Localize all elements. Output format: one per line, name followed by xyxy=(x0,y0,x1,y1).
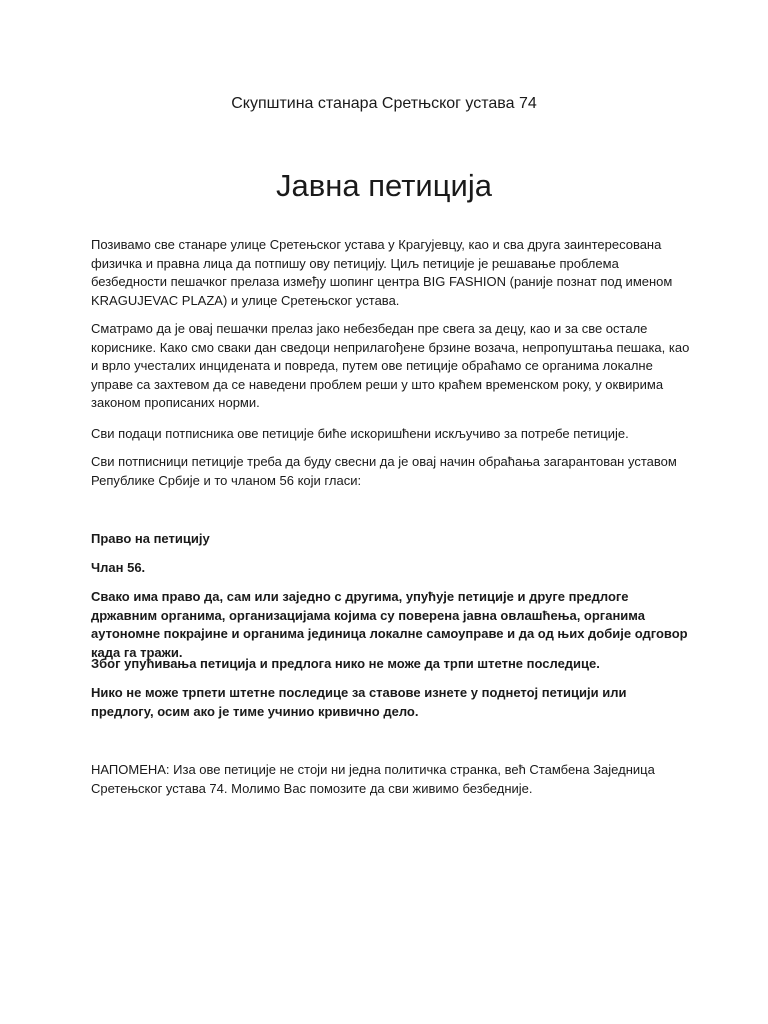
concern-paragraph: Сматрамо да је овај пешачки прелаз јако небезбедан пре свега за децу, као и за све остале кориснике. Како смо сваки дан сведоци неприлагођене брзине возача, непропуштања пешака, као и врло учесталих инцидената и повреда, путем ове петиције обраћамо се органима локалне управе са захтевом да се наведени проблем реши у што краћем временском року, у оквирима законом прописаних норми. xyxy=(91,321,690,410)
document-title: Јавна петиција xyxy=(276,168,492,203)
data-usage-paragraph: Сви подаци потписника ове петиције биће искоришћени искључиво за потребе петиције. xyxy=(91,426,629,441)
intro-paragraph: Позивамо све станаре улице Сретењског устава у Крагујевцу, као и сва друга заинтересована физичка и правна лица да потпишу ову петицију. Циљ петиције је решавање проблема безбедности пешачког прелаза између шопинг центра BIG FASHION (раније познат под именом KRAGUJEVAC PLAZA) и улице Сретењског устава. xyxy=(91,237,673,308)
article-number: Члан 56. xyxy=(91,560,146,575)
constitution-intro-paragraph: Сви потписници петиције треба да буду свесни да је овај начин обраћања загарантован уставом Републике Србије и то чланом 56 који гласи: xyxy=(91,454,677,488)
article-paragraph-1: Свако има право да, сам или заједно с другима, упућује петиције и друге предлоге државним органима, организацијама којима су поверена јавна овлашћења, органима аутономне покрајине и органима јединица локалне самоуправе и да од њих добије одговор када га тражи. xyxy=(91,589,688,660)
note-paragraph: НАПОМЕНА: Иза ове петиције не стоји ни једна политичка странка, већ Стамбена Заједница Сретењског устава 74. Молимо Вас помозите да сви живимо безбедније. xyxy=(91,762,655,796)
article-paragraph-3: Нико не може трпети штетне последице за ставове изнете у поднетој петицији или предлогу, осим ако је тиме учинио кривично дело. xyxy=(91,685,627,719)
article-heading: Право на петицију xyxy=(91,531,210,546)
article-paragraph-2: Због упућивања петиција и предлога нико не може да трпи штетне последице. xyxy=(91,656,600,671)
organization-header: Скупштина станара Сретњског устава 74 xyxy=(231,95,537,112)
